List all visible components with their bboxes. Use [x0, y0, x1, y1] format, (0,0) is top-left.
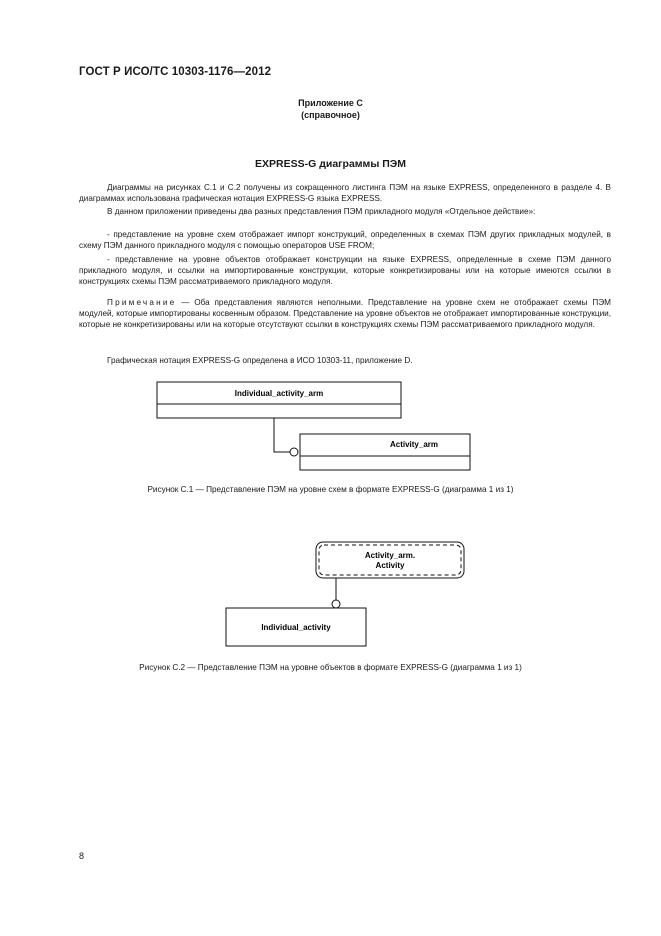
schema-reference-line — [274, 418, 290, 452]
paragraph-1: Диаграммы на рисунках С.1 и С.2 получены из сокращенного листинга ПЭМ на языке EXPRESS, определенного в разделе 4. В диаграммах использована графическая нотация EXPRESS-G языка EXPRESS. — [79, 183, 611, 204]
figure-1-diagram — [150, 378, 480, 478]
reference-label-line1: Activity_arm. — [364, 551, 416, 560]
reference-circle-icon — [290, 448, 298, 456]
notation-reference: Графическая нотация EXPRESS-G определена в ИСО 10303-11, приложение D. — [107, 356, 413, 365]
paragraph-2: В данном приложении приведены два разных представления ПЭМ прикладного модуля «Отдельное действие»: — [107, 207, 536, 216]
paragraph-4: - представление на уровне объектов отображает конструкции на языке EXPRESS, определенные в схеме ПЭМ данного прикладного модуля, и ссылки на импортированные конструкции, которые конкретизированы или на которые имеются ссылки в конструкциях схемы ПЭМ рассматриваемого прикладного модуля. — [79, 255, 611, 287]
figure-2-caption: Рисунок С.2 — Представление ПЭМ на уровне объектов в формате EXPRESS-G (диаграмма 1 из 1) — [139, 663, 522, 672]
appendix-subtitle: (справочное) — [301, 110, 360, 120]
reference-label-line2: Activity — [375, 561, 405, 570]
figure-1-caption: Рисунок С.1 — Представление ПЭМ на уровне схем в формате EXPRESS-G (диаграмма 1 из 1) — [147, 485, 514, 494]
page-number: 8 — [79, 851, 85, 861]
note-paragraph — [79, 297, 611, 331]
note-text: — Оба представления являются неполными. Представление на уровне схем не отображает схемы ПЭМ модулей, которые импортированы косвенным образом. Представление на уровне объектов не отображает импортированные конструкции, которые не конкретизированы или на которые отсутствуют ссылки в конструкциях схемы ПЭМ рассматриваемого прикладного модуля. — [79, 298, 611, 330]
individual-activity-arm-box — [157, 382, 401, 418]
note-label: Примечание — [107, 298, 177, 307]
subtype-circle-icon — [332, 600, 340, 608]
individual-activity-arm-label: Individual_activity_arm — [234, 389, 324, 398]
figure-2-diagram — [220, 538, 480, 653]
individual-activity-label: Individual_activity — [261, 623, 331, 632]
document-header: ГОСТ Р ИСО/ТС 10303-1176—2012 — [79, 66, 272, 78]
activity-arm-label: Activity_arm — [389, 440, 439, 449]
individual-activity-box — [226, 608, 366, 646]
section-title: EXPRESS-G диаграммы ПЭМ — [255, 158, 406, 170]
paragraph-3: - представление на уровне схем отображает импорт конструкций, определенных в схемах ПЭМ других прикладных модулей, в схему ПЭМ данного прикладного модуля с помощью операторов USE FROM; — [79, 230, 611, 251]
appendix-title: Приложение С — [298, 98, 363, 108]
activity-arm-reference-box — [316, 542, 464, 578]
activity-arm-box — [300, 434, 470, 470]
